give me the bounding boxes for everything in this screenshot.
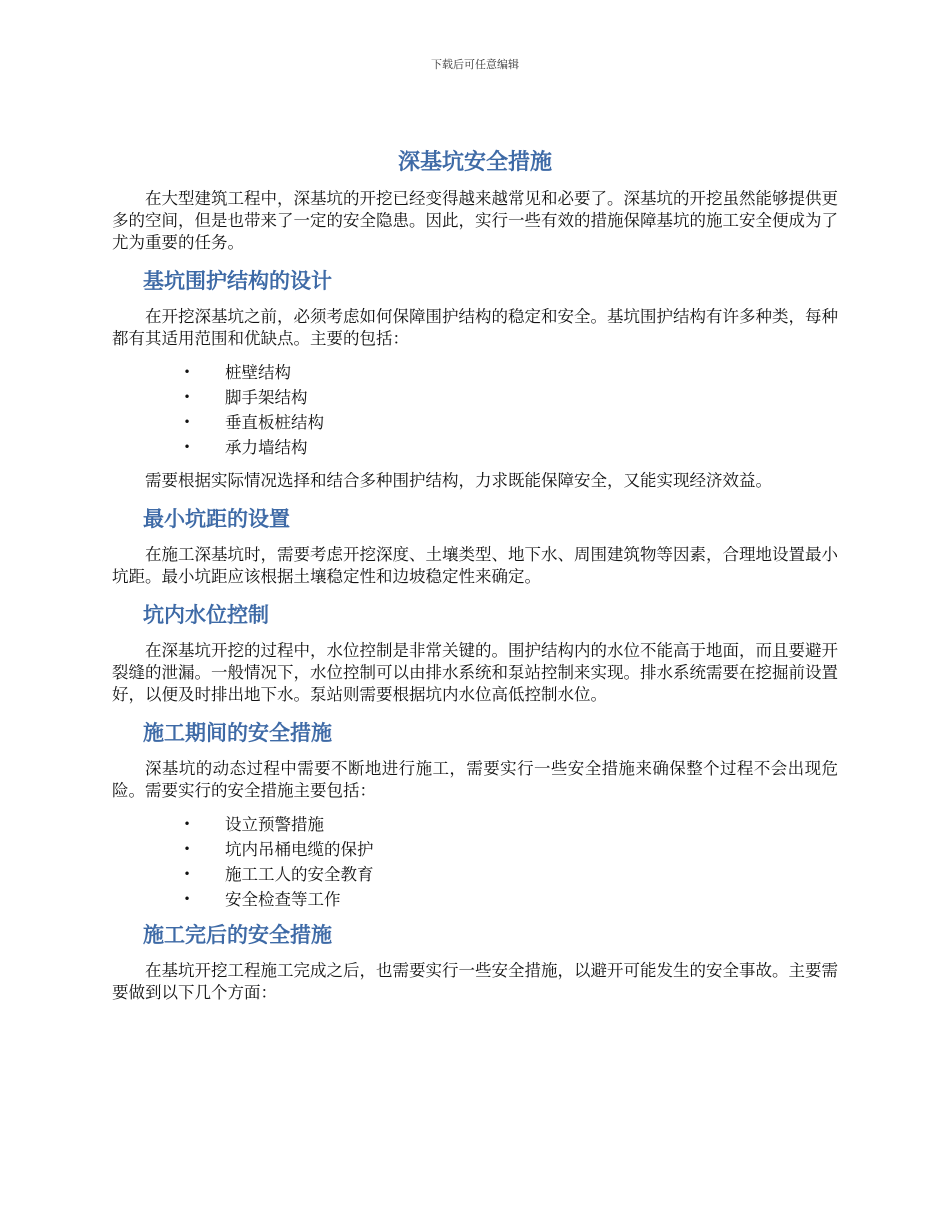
list-item bbox=[112, 385, 838, 410]
section-paragraph: 在深基坑开挖的过程中，水位控制是非常关键的。围护结构内的水位不能高于地面，而且要避开裂缝的泄漏。一般情况下，水位控制可以由排水系统和泵站控制来实现。排水系统需要在挖掘前设置好，以便及时排出地下水。泵站则需要根据坑内水位高低控制水位。 bbox=[112, 641, 838, 704]
section-heading-retaining-structure: 基坑围护结构的设计 bbox=[143, 269, 332, 293]
list-item bbox=[112, 410, 838, 435]
bullet-icon: • bbox=[183, 892, 191, 906]
list-item bbox=[112, 887, 838, 912]
section-paragraph: 需要根据实际情况选择和结合多种围护结构，力求既能保障安全，又能实现经济效益。 bbox=[145, 471, 772, 490]
intro-paragraph: 在大型建筑工程中，深基坑的开挖已经变得越来越常见和必要了。深基坑的开挖虽然能够提供更多的空间，但是也带来了一定的安全隐患。因此，实行一些有效的措施保障基坑的施工安全便成为了尤为重要的任务。 bbox=[112, 189, 838, 252]
section-paragraph: 在施工深基坑时，需要考虑开挖深度、土壤类型、地下水、周围建筑物等因素，合理地设置最小坑距。最小坑距应该根据土壤稳定性和边坡稳定性来确定。 bbox=[112, 545, 838, 586]
bullet-icon: • bbox=[183, 817, 191, 831]
bullet-list-structures bbox=[112, 360, 838, 460]
section-heading-water-level: 坑内水位控制 bbox=[143, 603, 269, 627]
list-item-text: 安全检查等工作 bbox=[225, 890, 341, 909]
header-note: 下载后可任意编辑 bbox=[431, 58, 519, 71]
list-item-text: 设立预警措施 bbox=[225, 815, 324, 834]
list-item bbox=[112, 360, 838, 385]
list-item bbox=[112, 435, 838, 460]
list-item-text: 承力墙结构 bbox=[225, 438, 308, 457]
section-heading-construction-safety: 施工期间的安全措施 bbox=[143, 721, 332, 745]
section-paragraph: 深基坑的动态过程中需要不断地进行施工，需要实行一些安全措施来确保整个过程不会出现危险。需要实行的安全措施主要包括： bbox=[112, 759, 838, 800]
section-heading-post-construction-safety: 施工完后的安全措施 bbox=[143, 923, 332, 947]
list-item bbox=[112, 812, 838, 837]
list-item-text: 脚手架结构 bbox=[225, 388, 308, 407]
bullet-icon: • bbox=[183, 867, 191, 881]
section-heading-min-pit-distance: 最小坑距的设置 bbox=[143, 507, 290, 531]
list-item-text: 坑内吊桶电缆的保护 bbox=[225, 840, 374, 859]
bullet-icon: • bbox=[183, 365, 191, 379]
bullet-icon: • bbox=[183, 842, 191, 856]
bullet-icon: • bbox=[183, 440, 191, 454]
bullet-icon: • bbox=[183, 415, 191, 429]
section-paragraph: 在开挖深基坑之前，必须考虑如何保障围护结构的稳定和安全。基坑围护结构有许多种类，每种都有其适用范围和优缺点。主要的包括： bbox=[112, 307, 838, 348]
bullet-list-safety-measures bbox=[112, 812, 838, 912]
list-item-text: 垂直板桩结构 bbox=[225, 413, 324, 432]
list-item bbox=[112, 837, 838, 862]
list-item-text: 桩壁结构 bbox=[225, 363, 291, 382]
bullet-icon: • bbox=[183, 390, 191, 404]
section-paragraph: 在基坑开挖工程施工完成之后，也需要实行一些安全措施，以避开可能发生的安全事故。主要需要做到以下几个方面： bbox=[112, 961, 838, 1002]
list-item-text: 施工工人的安全教育 bbox=[225, 865, 374, 884]
document-title: 深基坑安全措施 bbox=[397, 150, 552, 175]
list-item bbox=[112, 862, 838, 887]
document-body bbox=[112, 148, 838, 1004]
